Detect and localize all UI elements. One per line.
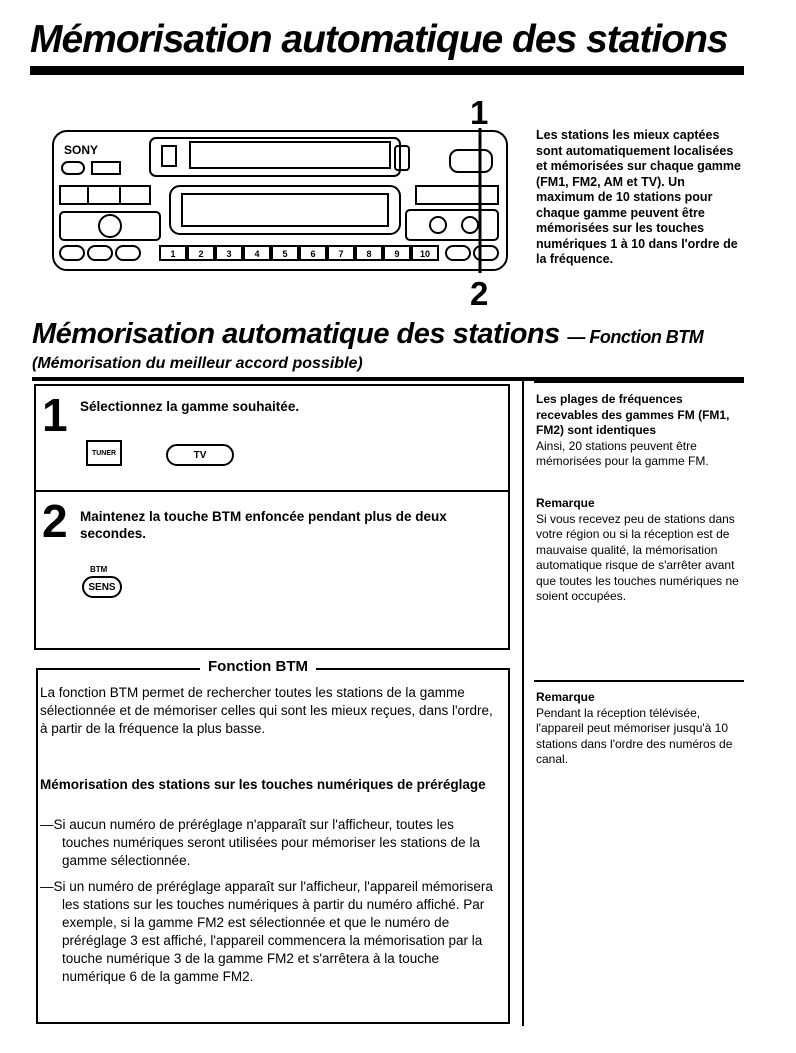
section-subtitle: (Mémorisation du meilleur accord possible)	[32, 355, 363, 372]
right-rule-2	[534, 680, 744, 682]
cassette-slot	[150, 138, 400, 176]
step-2-text: Maintenez la touche BTM enfoncée pendant plus de deux secondes.	[80, 509, 447, 541]
preset-buttons	[60, 246, 498, 260]
car-stereo-diagram	[50, 128, 510, 273]
btm-bullet-2: —Si un numéro de préréglage apparaît sur l'afficheur, l'appareil mémorisera les stations sur les touches numériques à partir du numéro affiché. Par exemple, si la gamme FM2 est sélectionnée et que le numéro de préréglage 3 est affiché, l'appareil commencera la mémorisation par la touche numérique 3 de la gamme FM2 et s'arrêtera à la touche numérique 6 de la gamme FM2.	[40, 879, 493, 984]
callout-2: 2	[470, 275, 489, 312]
side-note: Les stations les mieux captées sont automatiquement localisées et mémorisées sur chaque gamme (FM1, FM2, AM et TV). Un maximum de 10 stations pour chaque gamme peuvent être mémorisées sur les touches numériques 1 à 10 dans l'ordre de la fréquence.	[536, 128, 741, 266]
remark-1-text: Si vous recevez peu de stations dans votre région ou si la réception est de mauvaise qualité, la mémorisation automatique risque de s'arrêter avant que toutes les touches numériques ne soient occupées.	[536, 511, 739, 603]
step-1-number: 1	[42, 389, 68, 441]
section-suffix: — Fonction BTM	[567, 327, 704, 347]
fm-note-text: Ainsi, 20 stations peuvent être mémorisées pour la gamme FM.	[536, 438, 709, 468]
step-2-number: 2	[42, 495, 68, 547]
column-divider	[522, 381, 524, 1026]
fm-note-title: Les plages de fréquences recevables des gammes FM (FM1, FM2) sont identiques	[536, 392, 730, 437]
btm-key-caption: BTM	[90, 565, 108, 574]
top-right-button	[450, 150, 492, 172]
section-title-text: Mémorisation automatique des stations	[32, 318, 560, 350]
title-rule	[30, 66, 744, 75]
source-buttons	[406, 210, 498, 240]
page-title: Mémorisation automatique des stations	[30, 18, 728, 61]
step-1-text: Sélectionnez la gamme souhaitée.	[80, 399, 300, 414]
tuner-key: TUNER	[86, 440, 122, 466]
btm-subheading: Mémorisation des stations sur les touches numériques de préréglage	[40, 777, 486, 792]
display-window	[182, 194, 388, 226]
right-rule-1	[534, 381, 744, 383]
volume-control	[60, 212, 160, 240]
btm-intro: La fonction BTM permet de rechercher toutes les stations de la gamme sélectionnée et de mémoriser celles qui sont les mieux reçues, dans l'ordre, à partir de la fréquence la plus basse.	[40, 685, 493, 736]
remark-1-title: Remarque	[536, 496, 595, 510]
right-button-row	[416, 186, 498, 204]
remark-2	[536, 690, 746, 768]
remark-2-title: Remarque	[536, 690, 595, 704]
section-title	[32, 318, 703, 351]
svg-text:9: 9	[394, 249, 400, 259]
left-button-row	[60, 186, 150, 204]
svg-text:7: 7	[338, 249, 344, 259]
fm-note	[536, 392, 746, 470]
sens-key: SENS	[82, 576, 122, 598]
svg-text:6: 6	[310, 249, 316, 259]
btm-bullet-1: —Si aucun numéro de préréglage n'apparaît sur l'afficheur, toutes les touches numériques seront utilisées pour mémoriser les stations de la gamme sélectionnée.	[40, 817, 480, 868]
callout-1: 1	[470, 94, 489, 131]
btm-function-heading: Fonction BTM	[200, 658, 316, 675]
svg-text:5: 5	[282, 249, 288, 259]
svg-text:1: 1	[170, 249, 176, 259]
svg-text:10: 10	[419, 249, 431, 259]
remark-1	[536, 496, 746, 605]
remark-2-text: Pendant la réception télévisée, l'appareil peut mémoriser jusqu'à 10 stations dans l'ordre des numéros de canal.	[536, 705, 733, 766]
tv-key: TV	[166, 444, 234, 466]
svg-text:4: 4	[254, 249, 260, 259]
svg-text:3: 3	[226, 249, 232, 259]
brand-logo: SONY	[64, 143, 99, 157]
svg-text:8: 8	[366, 249, 372, 259]
step-separator	[36, 490, 510, 492]
svg-text:2: 2	[198, 249, 204, 259]
